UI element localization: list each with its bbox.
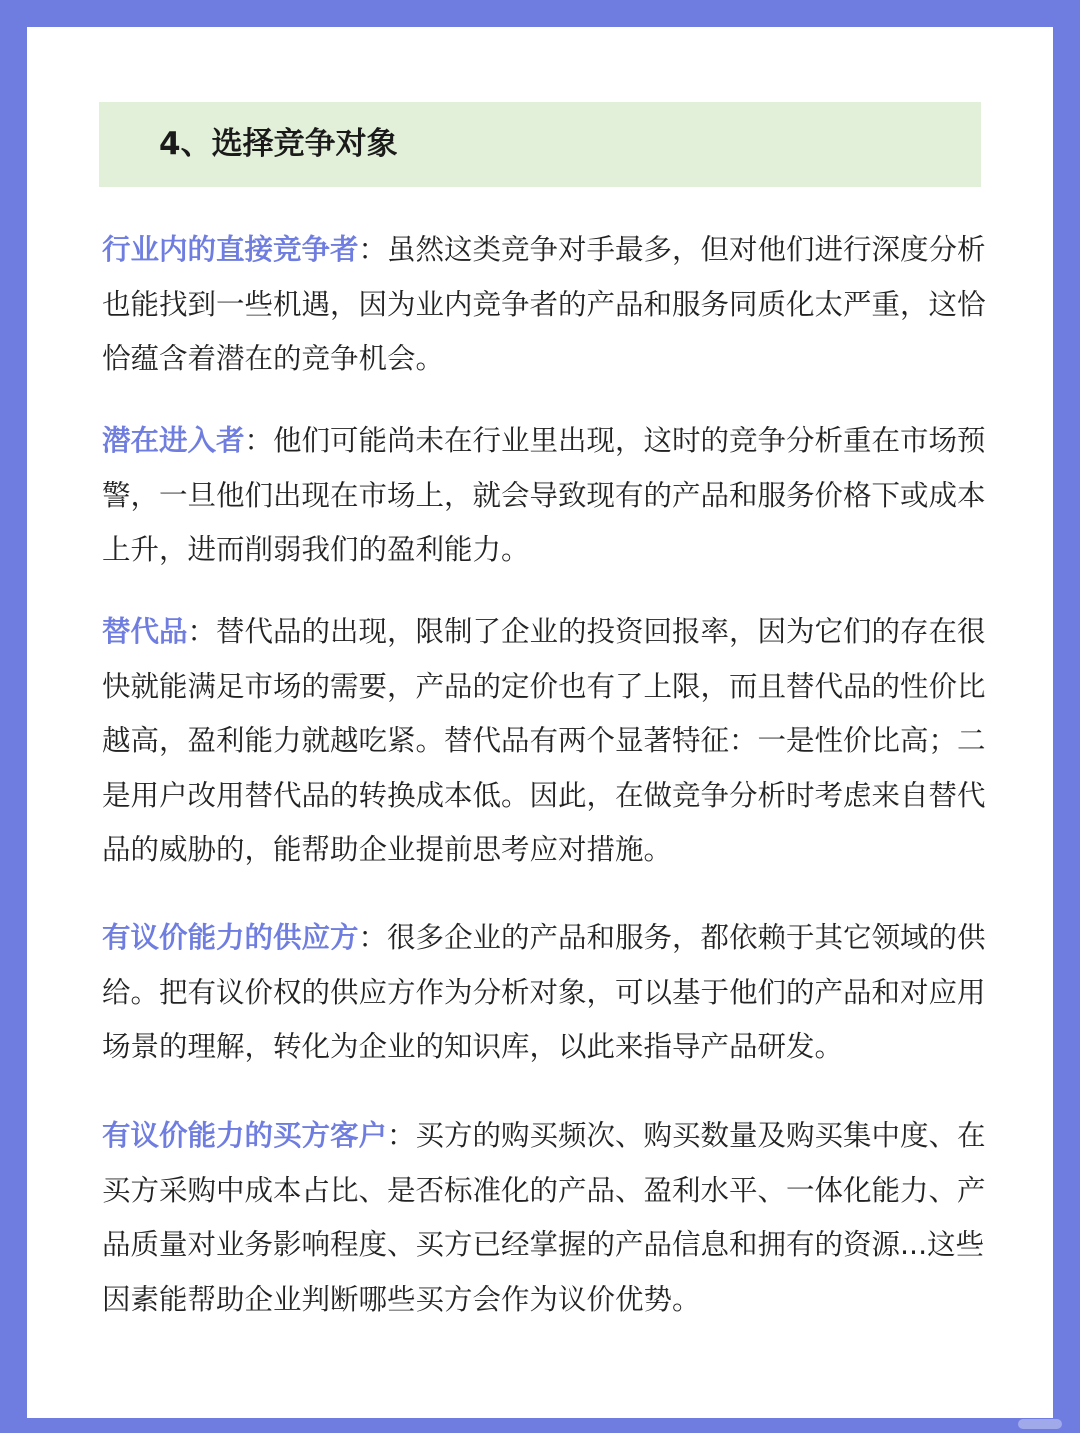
paragraph-substitutes: 替代品：替代品的出现，限制了企业的投资回报率，因为它们的存在很快就能满足市场的需要，产品的定价也有了上限，而且替代品的性价比越高，盈利能力就越吃紧。替代品有两个显著特征：一是性价比高；二是用户改用替代品的转换成本低。因此，在做竞争分析时考虑来自替代品的威胁的，能帮助企业提前思考应对措施。 — [102, 615, 986, 866]
paragraph-potential-entrants: 潜在进入者：他们可能尚未在行业里出现，这时的竞争分析重在市场预警，一旦他们出现在市场上，就会导致现有的产品和服务价格下或成本上升，进而削弱我们的盈利能力。 — [102, 424, 986, 566]
term-direct-competitors: 行业内的直接竞争者 — [102, 233, 359, 266]
paragraph-body: 买方的购买频次、购买数量及购买集中度、在买方采购中成本占比、是否标准化的产品、盈利水平、一体化能力、产品质量对业务影响程度、买方已经掌握的产品信息和拥有的资源...这些因素能帮助企业判断哪些买方会作为议价优势。 — [102, 1119, 986, 1316]
paragraph-direct-competitors: 行业内的直接竞争者：虽然这类竞争对手最多，但对他们进行深度分析也能找到一些机遇，因为业内竞争者的产品和服务同质化太严重，这恰恰蕴含着潜在的竞争机会。 — [102, 233, 986, 375]
term-suppliers: 有议价能力的供应方 — [102, 921, 359, 954]
paragraph-body: 很多企业的产品和服务，都依赖于其它领域的供给。把有议价权的供应方作为分析对象，可以基于他们的产品和对应用场景的理解，转化为企业的知识库，以此来指导产品研发。 — [102, 921, 986, 1063]
term-buyers: 有议价能力的买方客户 — [102, 1119, 388, 1152]
term-potential-entrants: 潜在进入者 — [102, 424, 245, 457]
paragraph-suppliers: 有议价能力的供应方：很多企业的产品和服务，都依赖于其它领域的供给。把有议价权的供应方作为分析对象，可以基于他们的产品和对应用场景的理解，转化为企业的知识库，以此来指导产品研发。 — [102, 921, 986, 1063]
content-card — [27, 27, 1053, 1418]
paragraph-body: 替代品的出现，限制了企业的投资回报率，因为它们的存在很快就能满足市场的需要，产品的定价也有了上限，而且替代品的性价比越高，盈利能力就越吃紧。替代品有两个显著特征：一是性价比高；二是用户改用替代品的转换成本低。因此，在做竞争分析时考虑来自替代品的威胁的，能帮助企业提前思考应对措施。 — [102, 615, 986, 866]
section-header — [99, 102, 981, 187]
term-substitutes: 替代品 — [102, 615, 188, 648]
paragraph-body: 虽然这类竞争对手最多，但对他们进行深度分析也能找到一些机遇，因为业内竞争者的产品和服务同质化太严重，这恰恰蕴含着潜在的竞争机会。 — [102, 233, 986, 375]
section-title: 4、选择竞争对象 — [159, 126, 398, 162]
paragraph-buyers: 有议价能力的买方客户：买方的购买频次、购买数量及购买集中度、在买方采购中成本占比、是否标准化的产品、盈利水平、一体化能力、产品质量对业务影响程度、买方已经掌握的产品信息和拥有的资源...这些因素能帮助企业判断哪些买方会作为议价优势。 — [102, 1119, 986, 1316]
paragraph-body: 他们可能尚未在行业里出现，这时的竞争分析重在市场预警，一旦他们出现在市场上，就会导致现有的产品和服务价格下或成本上升，进而削弱我们的盈利能力。 — [102, 424, 986, 566]
watermark-mark — [1018, 1419, 1062, 1429]
